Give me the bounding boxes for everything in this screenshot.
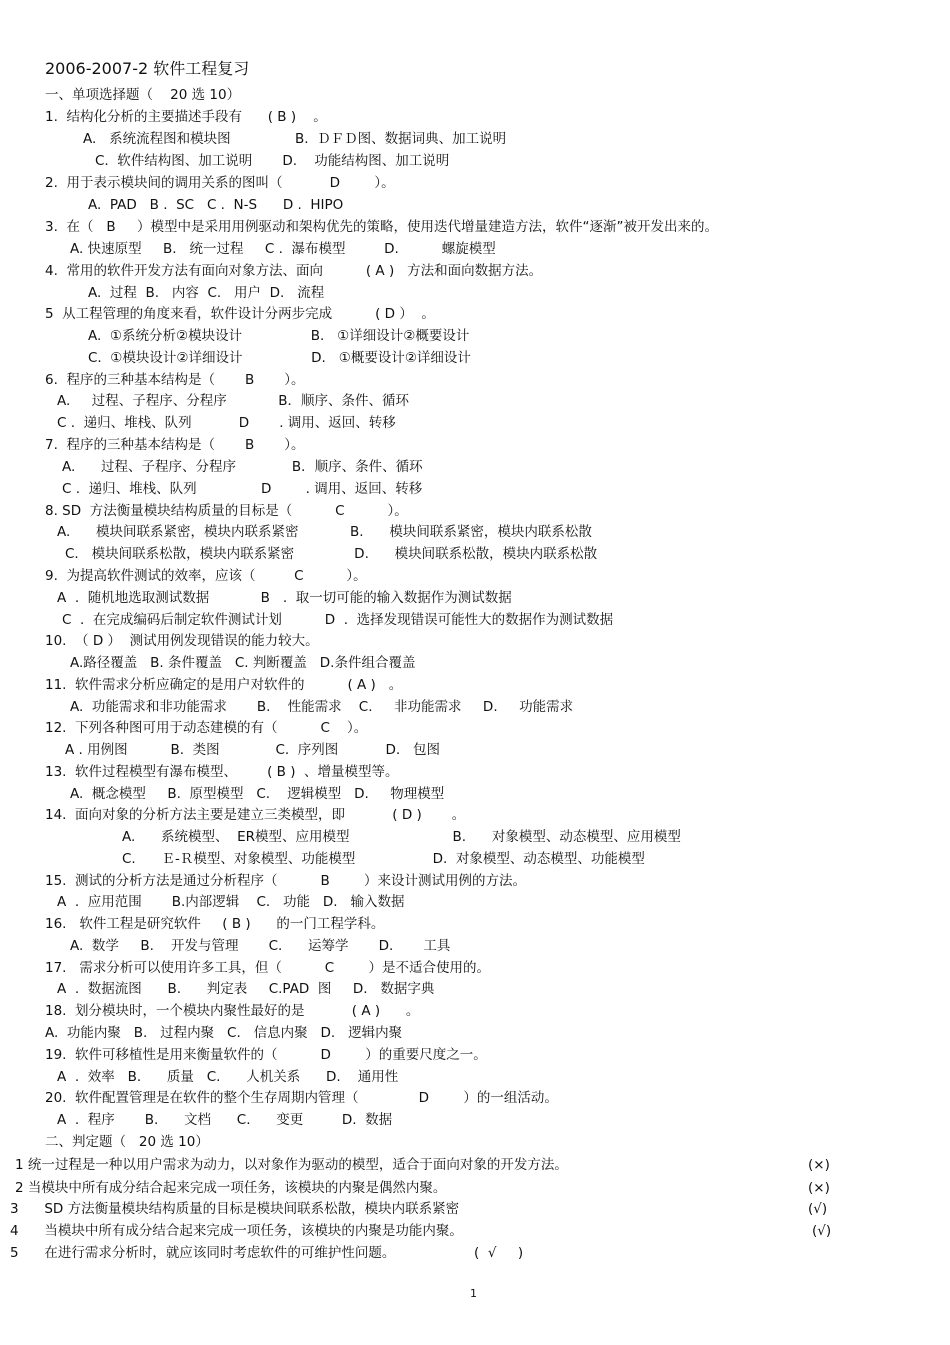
page-number: 1 bbox=[470, 1287, 477, 1300]
option-line: A. 快速原型 B. 统一过程 C . 瀑布模型 D. 螺旋模型 bbox=[70, 241, 496, 257]
judge-answer: (√) bbox=[812, 1223, 832, 1239]
section-heading-choice: 一、单项选择题（ 20 选 10） bbox=[45, 87, 241, 103]
option-line: C . 递归、堆栈、队列 D . 调用、返回、转移 bbox=[57, 415, 396, 431]
section-heading-judge: 二、判定题（ 20 选 10） bbox=[45, 1134, 209, 1150]
option-line: C . 在完成编码后制定软件测试计划 D . 选择发现错误可能性大的数据作为测试数据 bbox=[62, 612, 614, 628]
option-line: A . 随机地选取测试数据 B . 取一切可能的输入数据作为测试数据 bbox=[57, 590, 512, 606]
option-line: C. 软件结构图、加工说明 D. 功能结构图、加工说明 bbox=[95, 153, 450, 169]
option-line: A. 系统模型、 ER模型、应用模型 B. 对象模型、动态模型、应用模型 bbox=[122, 829, 681, 845]
option-line: A . 应用范围 B.内部逻辑 C. 功能 D. 输入数据 bbox=[57, 894, 405, 910]
option-line: C. Ｅ-Ｒ模型、对象模型、功能模型 D. 对象模型、动态模型、功能模型 bbox=[122, 851, 645, 867]
question-line: 14. 面向对象的分析方法主要是建立三类模型，即 ( D ) 。 bbox=[45, 807, 466, 823]
question-line: 15. 测试的分析方法是通过分析程序（ B ）来设计测试用例的方法。 bbox=[45, 873, 527, 889]
option-line: A. 概念模型 B. 原型模型 C. 逻辑模型 D. 物理模型 bbox=[70, 786, 445, 802]
option-line: A. 过程、子程序、分程序 B．顺序、条件、循环 bbox=[57, 393, 410, 409]
option-line: A . 用例图 B. 类图 C. 序列图 D. 包图 bbox=[65, 742, 441, 758]
judge-answer: (×) bbox=[808, 1157, 830, 1173]
question-line: 1. 结构化分析的主要描述手段有 ( B ) 。 bbox=[45, 109, 327, 125]
question-line: 13. 软件过程模型有瀑布模型、 ( B ) 、增量模型等。 bbox=[45, 764, 399, 780]
question-line: 20. 软件配置管理是在软件的整个生存周期内管理（ D ）的一组活动。 bbox=[45, 1090, 558, 1106]
option-line: A. 功能需求和非功能需求 B. 性能需求 C. 非功能需求 D. 功能需求 bbox=[70, 699, 574, 715]
option-line: A. 过程 B. 内容 C. 用户 D. 流程 bbox=[88, 285, 325, 301]
option-line: A . 效率 B. 质量 C. 人机关系 D. 通用性 bbox=[57, 1069, 399, 1085]
judge-item: 5 在进行需求分析时，就应该同时考虑软件的可维护性问题。 bbox=[10, 1245, 396, 1261]
judge-item: 2 当模块中所有成分结合起来完成一项任务，该模块的内聚是偶然内聚。 bbox=[15, 1180, 447, 1196]
option-line: A. 系统流程图和模块图 B. ＤＦＤ图、数据词典、加工说明 bbox=[83, 131, 507, 147]
question-line: 19. 软件可移植性是用来衡量软件的（ D ）的重要尺度之一。 bbox=[45, 1047, 487, 1063]
option-line: A. PAD B . SC C . N-S D . HIPO bbox=[88, 197, 344, 213]
question-line: 11. 软件需求分析应确定的是用户对软件的 ( A ) 。 bbox=[45, 677, 403, 693]
question-line: 2. 用于表示模块间的调用关系的图叫（ D ）。 bbox=[45, 175, 395, 191]
option-line: A. 数学 B. 开发与管理 C. 运筹学 D. 工具 bbox=[70, 938, 451, 954]
question-line: 8. SD 方法衡量模块结构质量的目标是（ C ）。 bbox=[45, 503, 408, 519]
page-title: 2006-2007-2 软件工程复习 bbox=[45, 59, 250, 78]
option-line: C. 模块间联系松散，模块内联系紧密 D. 模块间联系松散，模块内联系松散 bbox=[65, 546, 598, 562]
question-line: 4. 常用的软件开发方法有面向对象方法、面向 ( A ) 方法和面向数据方法。 bbox=[45, 263, 543, 279]
question-line: 7. 程序的三种基本结构是（ B ）。 bbox=[45, 437, 305, 453]
judge-item: 3 SD 方法衡量模块结构质量的目标是模块间联系松散，模块内联系紧密 bbox=[10, 1201, 460, 1217]
question-line: 12. 下列各种图可用于动态建模的有（ C ）。 bbox=[45, 720, 368, 736]
question-line: 5 从工程管理的角度来看，软件设计分两步完成 ( D ） 。 bbox=[45, 306, 435, 322]
question-line: 16. 软件工程是研究软件 ( B ) 的一门工程学科。 bbox=[45, 916, 385, 932]
question-line: 17. 需求分析可以使用许多工具，但（ C ）是不适合使用的。 bbox=[45, 960, 491, 976]
option-line: A. ①系统分析②模块设计 B. ①详细设计②概要设计 bbox=[88, 328, 470, 344]
judge-item: 1 统一过程是一种以用户需求为动力，以对象作为驱动的模型，适合于面向对象的开发方法。 bbox=[15, 1157, 568, 1173]
option-line: A. 过程、子程序、分程序 B．顺序、条件、循环 bbox=[62, 459, 423, 475]
question-line: 10. （ D ） 测试用例发现错误的能力较大。 bbox=[45, 633, 319, 649]
question-line: 18. 划分模块时，一个模块内聚性最好的是 ( A ) 。 bbox=[45, 1003, 420, 1019]
option-line: C. ①模块设计②详细设计 D. ①概要设计②详细设计 bbox=[88, 350, 471, 366]
option-line: C . 递归、堆栈、队列 D . 调用、返回、转移 bbox=[62, 481, 423, 497]
question-line: 9. 为提高软件测试的效率，应该（ C ）。 bbox=[45, 568, 367, 584]
question-line: 6. 程序的三种基本结构是（ B ）。 bbox=[45, 372, 305, 388]
option-line: A.路径覆盖 B. 条件覆盖 C. 判断覆盖 D.条件组合覆盖 bbox=[70, 655, 416, 671]
judge-answer: (√) bbox=[808, 1201, 828, 1217]
judge-item: 4 当模块中所有成分结合起来完成一项任务，该模块的内聚是功能内聚。 bbox=[10, 1223, 463, 1239]
option-line: A . 程序 B. 文档 C. 变更 D. 数据 bbox=[57, 1112, 393, 1128]
option-line: A. 模块间联系紧密，模块内联系紧密 B. 模块间联系紧密，模块内联系松散 bbox=[57, 524, 592, 540]
option-line: A . 数据流图 B. 判定表 C.PAD 图 D. 数据字典 bbox=[57, 981, 435, 997]
judge-answer: ( √ ) bbox=[474, 1245, 524, 1261]
judge-answer: (×) bbox=[808, 1180, 830, 1196]
question-line: 3. 在（ B ）模型中是采用用例驱动和架构优先的策略，使用迭代增量建造方法，软件“逐渐”被开发出来的。 bbox=[45, 219, 719, 235]
option-line: A. 功能内聚 B. 过程内聚 C. 信息内聚 D. 逻辑内聚 bbox=[45, 1025, 403, 1041]
